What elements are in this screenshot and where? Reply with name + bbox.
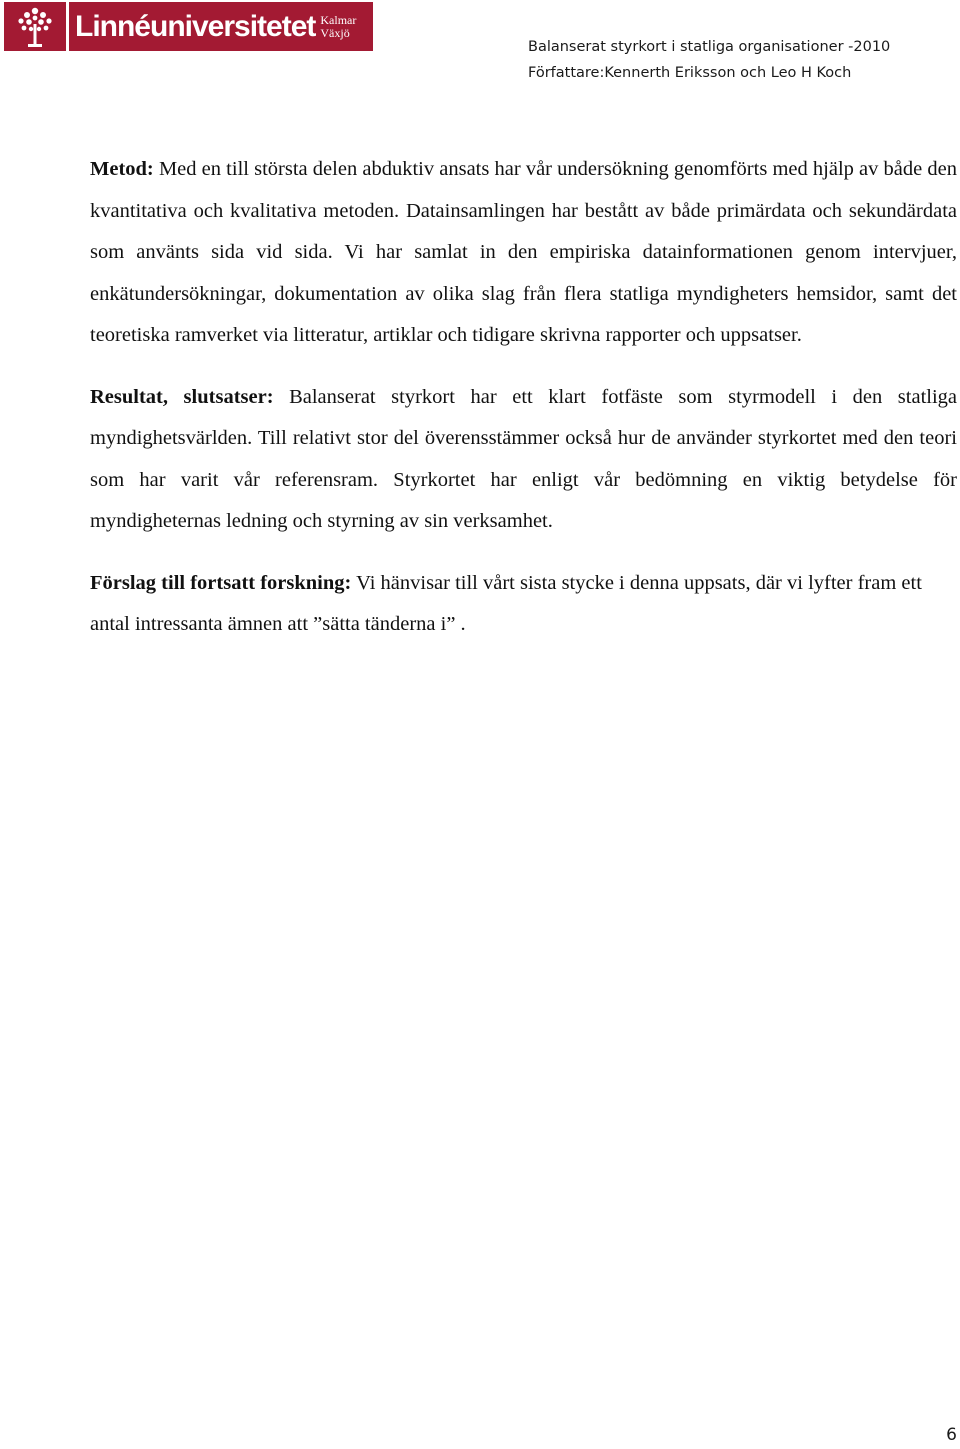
page-header	[528, 34, 890, 86]
further-research-heading: Förslag till fortsatt forskning:	[90, 571, 352, 594]
tree-logo-icon	[4, 2, 66, 51]
results-text: Balanserat styrkort har ett klart fotfäste som styrmodell i den statliga myndighetsvärlden. Till relativt stor del överensstämmer också hur de använder styrkortet med den teori som har varit vår referensram. Styrkortet har enligt vår bedömning en viktig betydelse för myndigheternas ledning och styrning av sin verksamhet.	[90, 385, 958, 532]
logo-cities	[320, 14, 356, 40]
further-research-text: Vi hänvisar till vårt sista stycke i denna uppsats, där vi lyfter fram ett antal intressanta ämnen att ”sätta tänderna i” .	[90, 571, 922, 635]
document-authors: Författare:Kennerth Eriksson och Leo H Koch	[528, 65, 852, 81]
further-research-paragraph	[90, 563, 957, 646]
logo-wordmark: Linnéuniversitetet	[75, 10, 316, 43]
logo-divider	[66, 2, 69, 51]
document-title: Balanserat styrkort i statliga organisationer -2010	[528, 39, 891, 55]
method-heading: Metod:	[90, 158, 154, 180]
abstract-body	[90, 149, 957, 666]
logo-city-vaxjo: Växjö	[320, 25, 350, 40]
method-text: Med en till största delen abduktiv ansats har vår undersökning genomförts med hjälp av både den kvantitativa och kvalitativa metoden. Datainsamlingen har bestått av både primärdata och sekundärdata som använts sida vid sida. Vi har samlat in den empiriska datainformationen genom intervjuer, enkätundersökningar, dokumentation av olika slag från flera statliga myndigheters hemsidor, samt det teoretiska ramverket via litteratur, artiklar och tidigare skrivna rapporter och uppsatser.	[90, 158, 958, 346]
results-paragraph	[90, 377, 957, 543]
method-paragraph	[90, 149, 957, 357]
university-logo	[4, 2, 373, 51]
logo-city-kalmar: Kalmar	[320, 12, 357, 27]
results-heading: Resultat, slutsatser:	[90, 385, 274, 408]
page-number: 6	[946, 1425, 957, 1445]
